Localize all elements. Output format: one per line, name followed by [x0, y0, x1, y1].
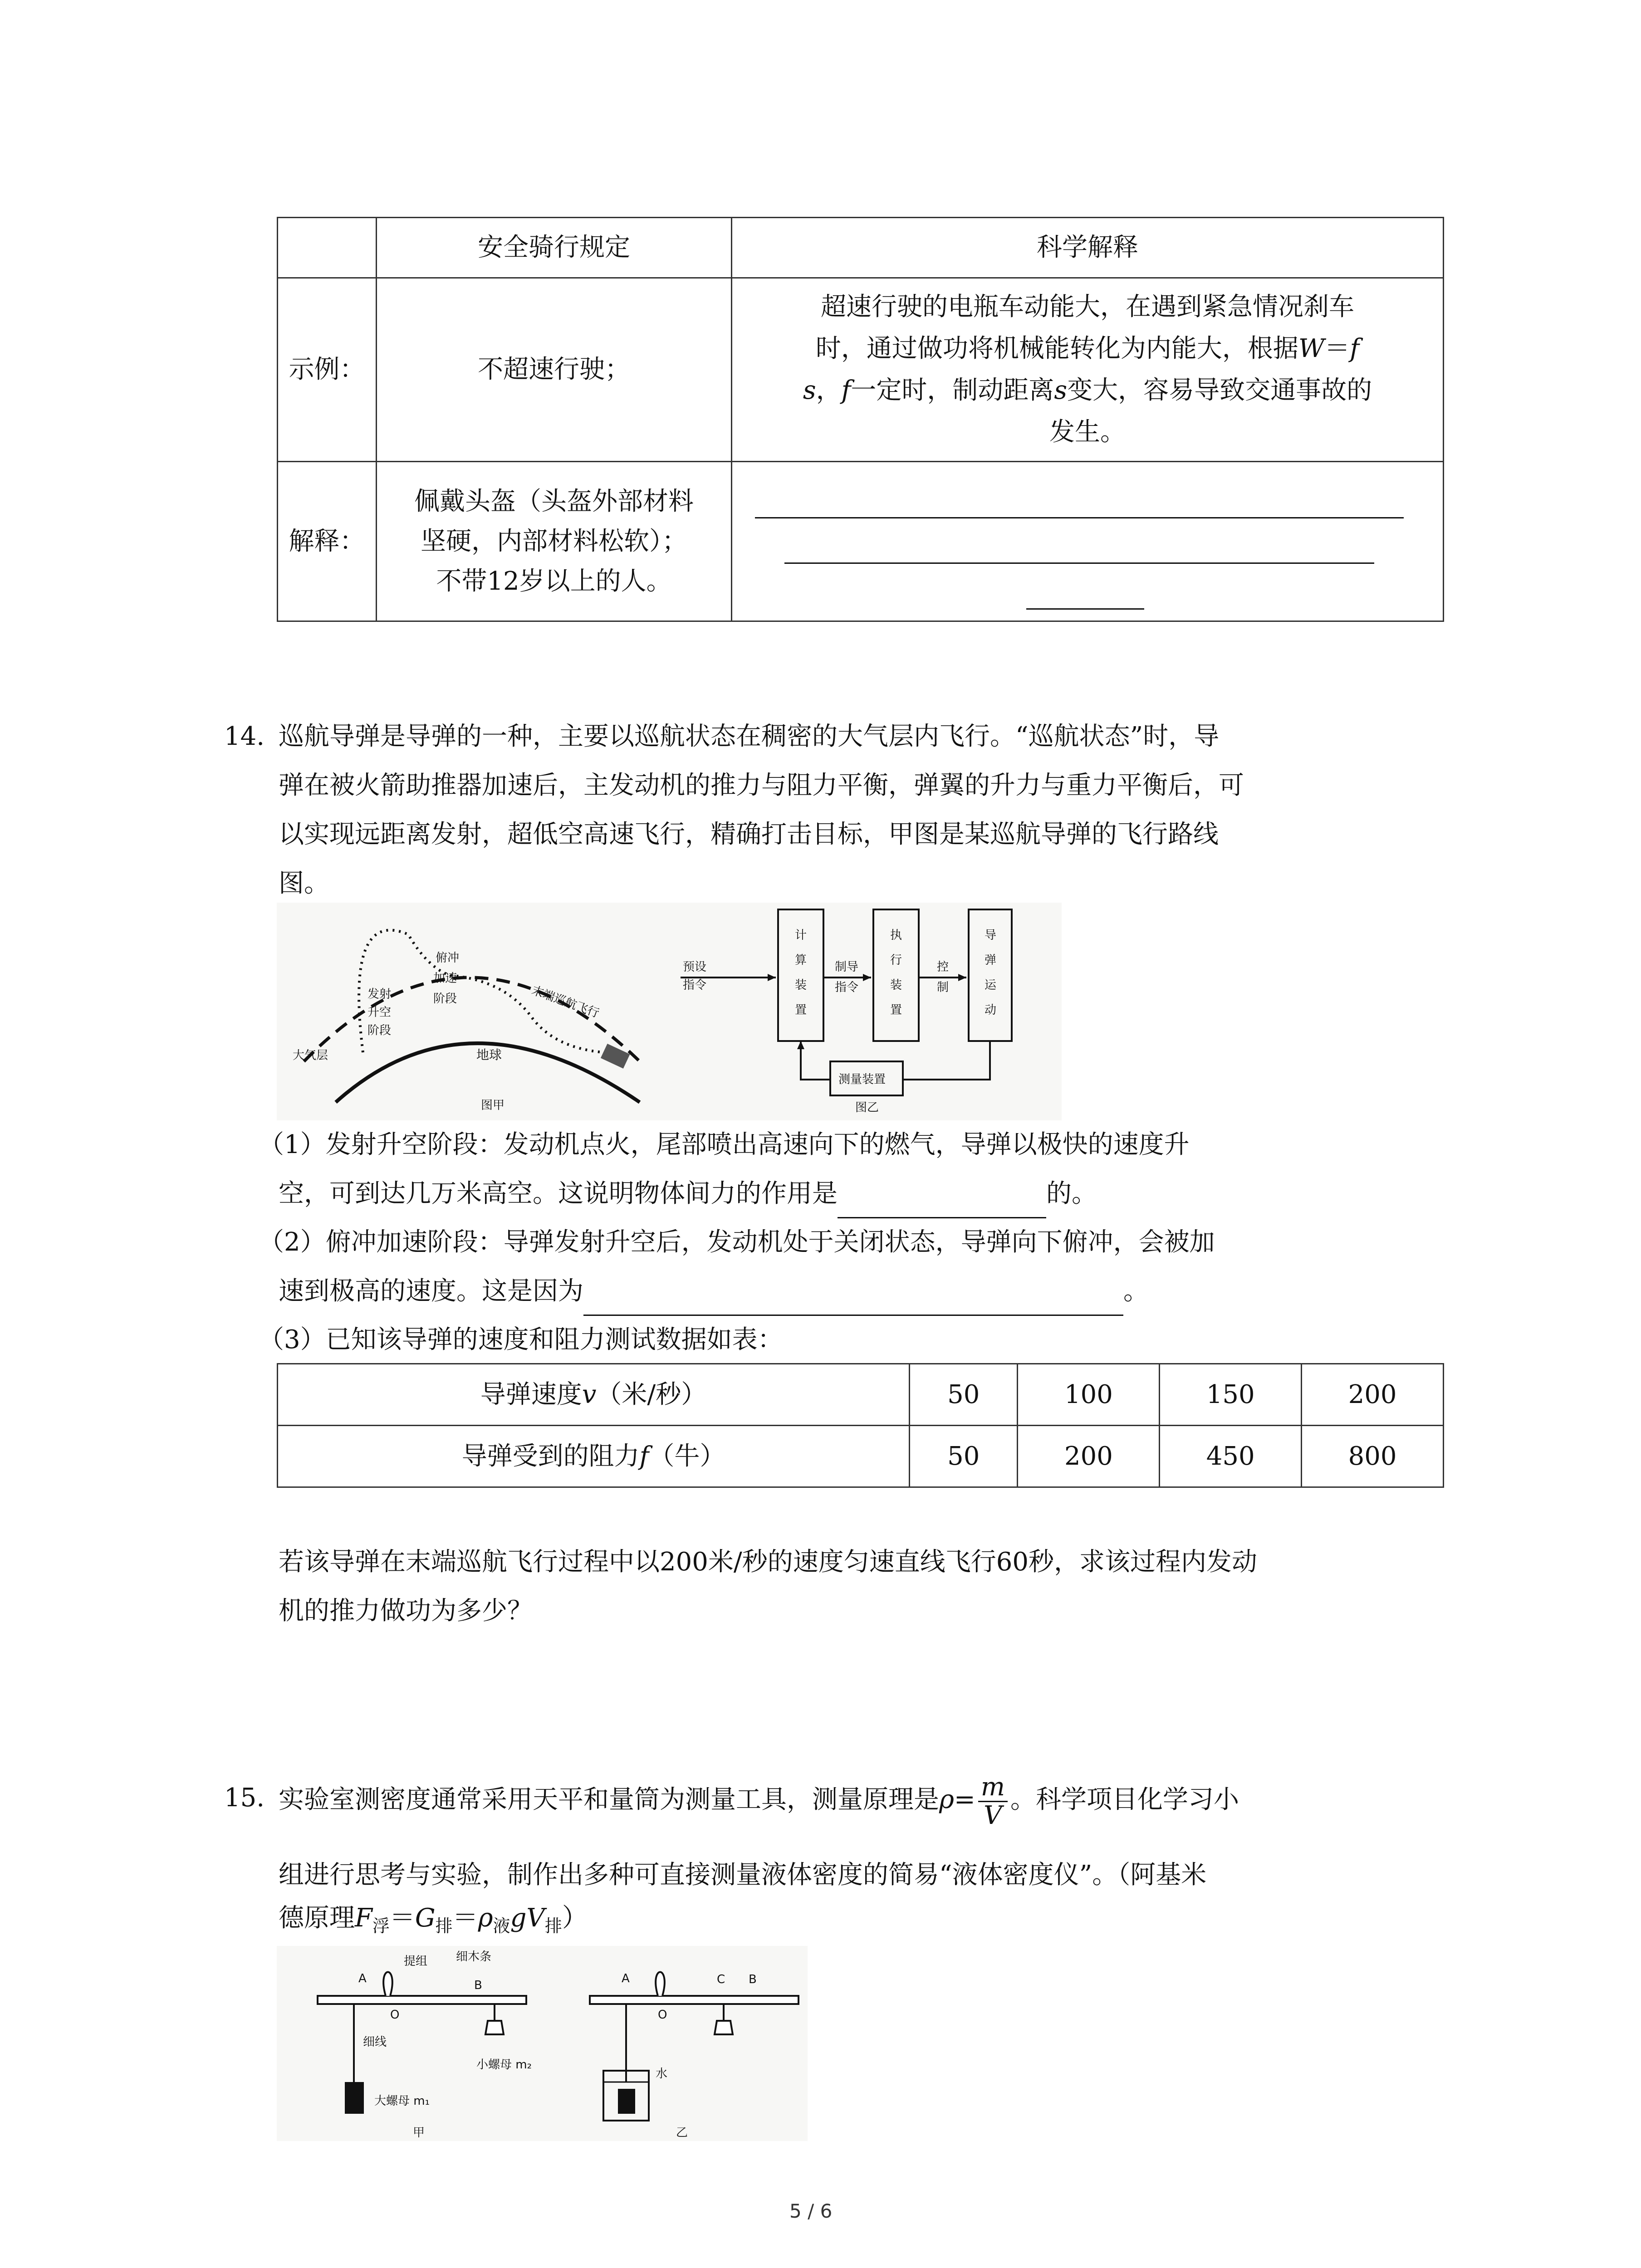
svg-text:测量装置: 测量装置: [838, 1073, 886, 1086]
svg-text:导: 导: [985, 929, 997, 942]
svg-text:置: 置: [795, 1003, 807, 1017]
answer-blank-line-2[interactable]: [784, 562, 1374, 564]
earth-label: 地球: [476, 1047, 502, 1062]
speed-drag-table: [277, 1363, 1444, 1488]
svg-text:加速: 加速: [433, 972, 457, 985]
table-row-speed: [278, 1364, 1444, 1426]
answer-rule: 佩戴头盔（头盔外部材料 坚硬，内部材料松软）； 不带12岁以上的人。: [377, 462, 732, 621]
wood-stick-yi: [590, 1996, 798, 2004]
table-row-answer: [278, 462, 1444, 621]
drag-cell: 800: [1302, 1426, 1444, 1487]
svg-text:升空: 升空: [367, 1006, 392, 1019]
q15-line3: 德原理$F_浮=G_排=\rho_液gV_排$）: [279, 1903, 588, 1936]
row-label-example: 示例：: [278, 278, 377, 462]
speed-cell: 200: [1302, 1364, 1444, 1426]
figure-jia-caption: 图甲: [481, 1099, 505, 1112]
q14-sub3: （3）已知该导弹的速度和阻力测试数据如表：: [259, 1325, 783, 1354]
row-label-answer: 解释：: [278, 462, 377, 621]
figure-yi-caption: 图乙: [855, 1101, 879, 1114]
q15-line1: 实验室测密度通常采用天平和量筒为测量工具，测量原理是ρ= $\frac{m}{V}$ 。科学项目化学习小: [279, 1772, 1239, 1830]
svg-text:乙: 乙: [676, 2126, 688, 2140]
q14-stem: 巡航导弹是导弹的一种，主要以巡航状态在稠密的大气层内飞行。“巡航状态”时，导 弹在被火箭助推器加速后，主发动机的推力与阻力平衡，弹翼的升力与重力平衡后，可 以实现远距离发射，超低空高速飞行，精确打击目标，甲图是某巡航导弹的飞行路线 图。: [279, 722, 1244, 898]
figure-control-loop: [653, 903, 1062, 1120]
safety-table: [277, 217, 1444, 622]
svg-text:阶段: 阶段: [367, 1024, 392, 1037]
missile-path: [359, 930, 603, 1052]
svg-text:算: 算: [795, 953, 807, 967]
table-row-drag: [278, 1426, 1444, 1487]
q14-number: 14.: [224, 722, 265, 751]
loop-jia: [383, 1972, 392, 1996]
small-nut: [485, 2021, 504, 2034]
svg-text:B: B: [474, 1979, 482, 1992]
guide-label: 制导: [835, 960, 859, 974]
q15-number: 15.: [224, 1783, 265, 1813]
svg-text:行: 行: [890, 953, 902, 967]
loop-yi: [656, 1972, 665, 1996]
drag-label: 导弹受到的阻力f（牛）: [278, 1426, 910, 1487]
svg-text:运: 运: [985, 978, 997, 992]
svg-text:计: 计: [795, 929, 807, 942]
svg-text:装: 装: [795, 978, 807, 992]
launch-label: 发射: [367, 987, 392, 1001]
drag-cell: 50: [910, 1426, 1018, 1487]
svg-text:大螺母 m₁: 大螺母 m₁: [374, 2094, 430, 2108]
svg-text:小螺母 m₂: 小螺母 m₂: [476, 2058, 532, 2072]
svg-text:A: A: [622, 1972, 630, 1985]
target-block: [601, 1044, 630, 1069]
svg-text:动: 动: [985, 1003, 997, 1017]
submerged-nut: [618, 2089, 635, 2114]
preset-label: 预设: [683, 960, 707, 974]
drag-cell: 200: [1018, 1426, 1160, 1487]
svg-text:制: 制: [937, 981, 949, 994]
q14-question: 若该导弹在末端巡航飞行过程中以200米/秒的速度匀速直线飞行60秒，求该过程内发动 机的推力做功为多少？: [279, 1547, 1258, 1626]
density-fraction: $\frac{m}{V}$: [978, 1774, 1008, 1829]
speed-label: 导弹速度v（米/秒）: [278, 1364, 910, 1426]
speed-cell: 150: [1160, 1364, 1302, 1426]
svg-text:O: O: [658, 2008, 667, 2022]
cruise-label: 末端巡航飞行: [529, 983, 601, 1021]
drag-cell: 450: [1160, 1426, 1302, 1487]
table-corner-cell: [278, 218, 377, 278]
atmosphere-label: 大气层: [293, 1049, 328, 1062]
table-row-example: [278, 278, 1444, 462]
svg-text:细木条: 细木条: [456, 1950, 492, 1964]
table-header-explanation: 科学解释: [732, 218, 1444, 278]
svg-text:指令: 指令: [835, 981, 859, 994]
example-rule: 不超速行驶；: [377, 278, 732, 462]
big-nut: [345, 2082, 364, 2114]
q14-sub2: （2）俯冲加速阶段：导弹发射升空后，发动机处于关闭状态，导弹向下俯冲，会被加 速到极高的速度。这是因为 。: [259, 1218, 1461, 1316]
svg-text:细线: 细线: [363, 2035, 387, 2049]
svg-text:弹: 弹: [985, 953, 997, 967]
answer-blank-line-3[interactable]: [1026, 608, 1144, 610]
svg-text:O: O: [390, 2008, 400, 2022]
svg-text:水: 水: [656, 2067, 668, 2081]
svg-text:提组: 提组: [404, 1955, 428, 1968]
control-label: 控: [937, 960, 949, 974]
example-explanation: 超速行驶的电瓶车动能大，在遇到紧急情况刹车 时，通过做功将机械能转化为内能大，根据W＝f s，f一定时，制动距离s变大，容易导致交通事故的 发生。: [732, 278, 1444, 462]
svg-text:C: C: [717, 1973, 725, 1986]
answer-blank-line-1[interactable]: [755, 517, 1404, 518]
svg-text:B: B: [749, 1973, 757, 1986]
figure-density-meter: [277, 1946, 808, 2141]
answer-blank-cell[interactable]: [732, 462, 1444, 621]
wood-stick-jia: [318, 1996, 526, 2004]
q14-sub1: （1）发射升空阶段：发动机点火，尾部喷出高速向下的燃气，导弹以极快的速度升 空，可到达几万米高空。这说明物体间力的作用是 的。: [259, 1120, 1461, 1218]
svg-text:执: 执: [890, 929, 902, 942]
svg-text:装: 装: [890, 978, 902, 992]
blank-force-interaction[interactable]: [838, 1188, 1046, 1218]
figure-flight-path: [277, 903, 653, 1120]
svg-text:阶段: 阶段: [433, 992, 457, 1006]
svg-text:A: A: [358, 1972, 367, 1985]
atmosphere-arc: [304, 978, 640, 1061]
page-number: 5 / 6: [789, 2200, 833, 2222]
svg-text:指令: 指令: [683, 978, 707, 992]
svg-text:置: 置: [890, 1003, 902, 1017]
dive-label: 俯冲: [436, 951, 460, 965]
table-header-rule: 安全骑行规定: [377, 218, 732, 278]
blank-dive-reason[interactable]: [583, 1286, 1123, 1316]
q15-line2: 组进行思考与实验，制作出多种可直接测量液体密度的简易“液体密度仪”。（阿基米: [279, 1860, 1207, 1890]
svg-text:甲: 甲: [413, 2126, 425, 2140]
speed-cell: 100: [1018, 1364, 1160, 1426]
speed-cell: 50: [910, 1364, 1018, 1426]
